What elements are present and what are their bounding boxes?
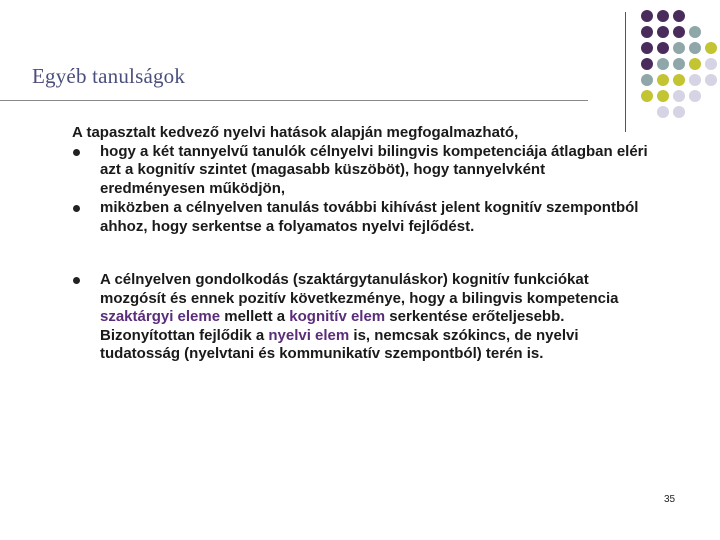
list-item-text-part: serkentése erőteljesebb. Bizonyítottan fejlődik a xyxy=(100,308,565,344)
list-item-text-part: mellett a xyxy=(220,308,290,325)
bullet-list xyxy=(72,143,652,364)
decor-dot xyxy=(657,90,669,102)
decor-dot xyxy=(689,58,701,70)
list-item-text-part: is, nemcsak szókincs, de nyelvi tudatosság (nyelvtani és kommunikatív szempontból) terén is. xyxy=(100,326,579,362)
decor-dot xyxy=(689,42,701,54)
list-item-text: miközben a célnyelven tanulás további kihívást jelent kognitív szempontból ahhoz, hogy serkentse a folyamatos nyelvi fejlődést. xyxy=(100,199,639,235)
highlight-term: nyelvi elem xyxy=(268,326,350,344)
decor-dot xyxy=(641,74,653,86)
decor-dot xyxy=(657,26,669,38)
decor-dot xyxy=(673,58,685,70)
decor-dot xyxy=(641,10,653,22)
decor-dot xyxy=(673,106,685,118)
decor-dot xyxy=(673,42,685,54)
decor-dot xyxy=(705,42,717,54)
decor-dot xyxy=(689,90,701,102)
vertical-divider xyxy=(625,12,626,132)
decor-dot xyxy=(673,10,685,22)
page-number: 35 xyxy=(664,494,676,505)
intro-text: A tapasztalt kedvező nyelvi hatások alapján megfogalmazható, xyxy=(72,124,519,141)
bullet-icon xyxy=(73,149,80,156)
highlight-term: kognitív elem xyxy=(289,308,386,325)
decor-dot xyxy=(641,42,653,54)
decor-dot xyxy=(657,10,669,22)
list-item xyxy=(72,271,652,364)
decor-dot xyxy=(657,42,669,54)
slide-title: Egyéb tanulságok xyxy=(32,64,186,88)
highlight-term: szaktárgyi eleme xyxy=(100,308,221,325)
decor-dot xyxy=(657,58,669,70)
decor-dot xyxy=(657,106,669,118)
bullet-icon xyxy=(73,205,80,212)
title-underline xyxy=(0,100,588,101)
list-item-text: hogy a két tannyelvű tanulók célnyelvi bilingvis kompetenciája átlagban eléri azt a kognitív szintet (magasabb küszöböt), hogy tannyelvként eredményesen működjön, xyxy=(100,142,648,197)
decor-dot xyxy=(673,90,685,102)
decor-dot xyxy=(673,74,685,86)
bullet-icon xyxy=(73,277,80,284)
decor-dot xyxy=(705,58,717,70)
list-item xyxy=(72,199,652,236)
list-item-text-part: A célnyelven gondolkodás (szaktárgytanuláskor) kognitív funkciókat mozgósít és ennek pozitív következménye, hogy a bilingvis kompetencia xyxy=(100,271,619,307)
list-item xyxy=(72,143,652,199)
decor-dot xyxy=(641,90,653,102)
decor-dot xyxy=(689,74,701,86)
decor-dot xyxy=(657,74,669,86)
decor-dot xyxy=(673,26,685,38)
decor-dot xyxy=(641,58,653,70)
slide-body xyxy=(72,124,652,364)
decor-dot xyxy=(641,26,653,38)
decor-dot xyxy=(689,26,701,38)
decor-dot xyxy=(705,74,717,86)
